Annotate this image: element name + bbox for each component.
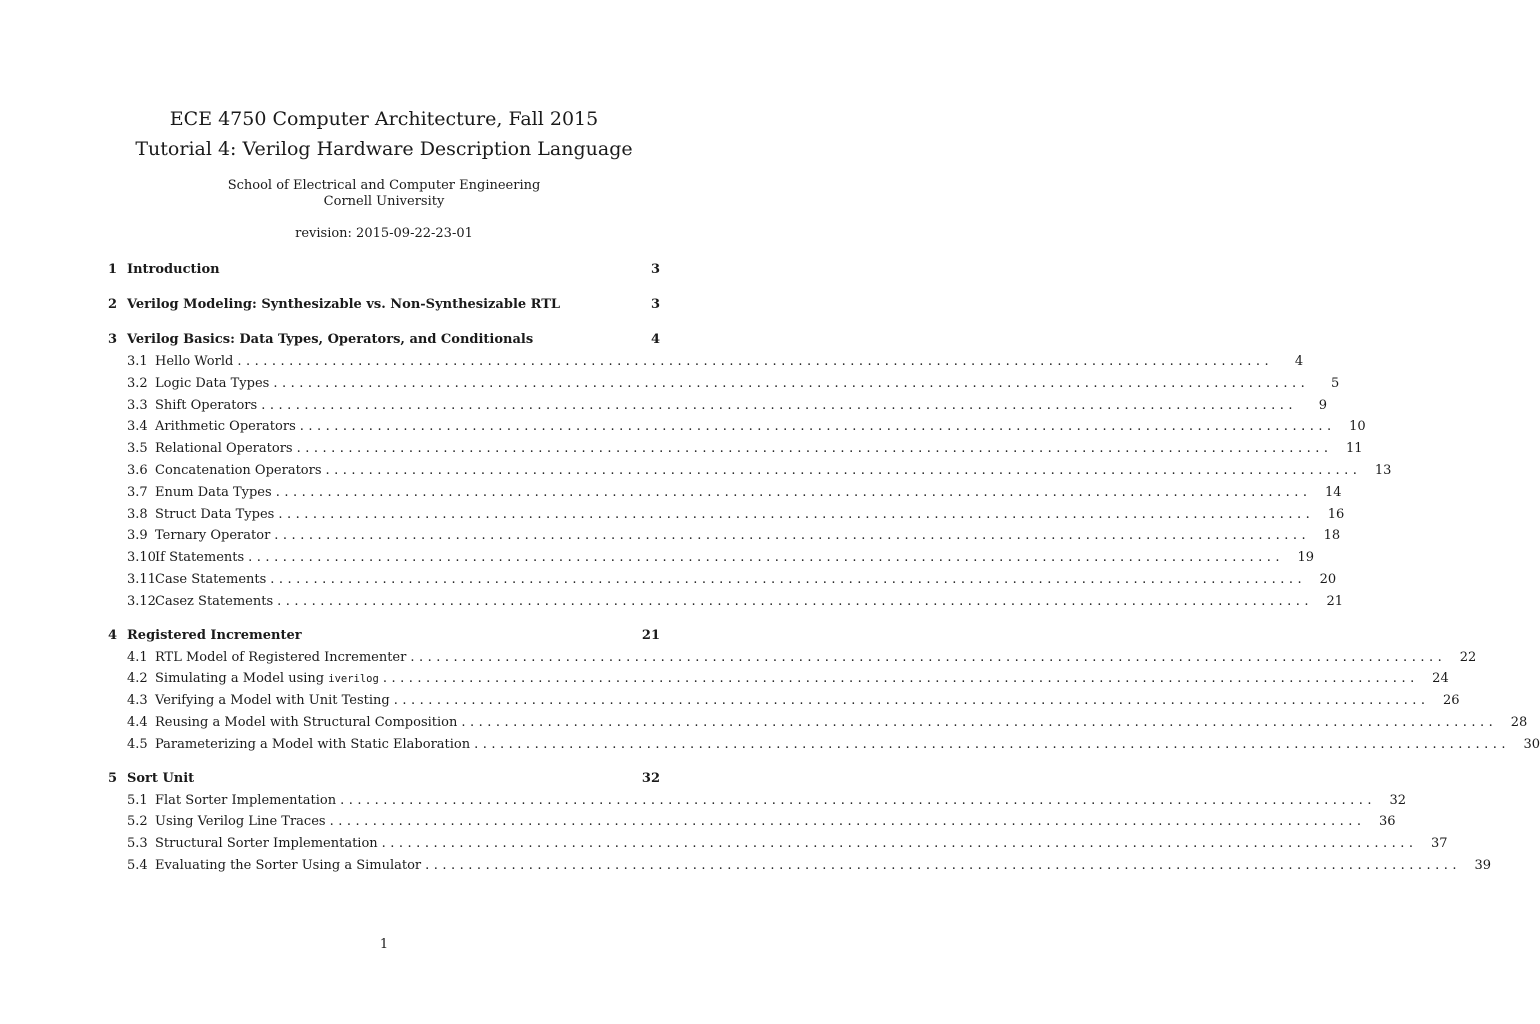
toc-section-2[interactable] bbox=[108, 294, 660, 316]
toc-section-title: Registered Incrementer bbox=[127, 627, 302, 643]
toc-subsection-page: 30 bbox=[1523, 736, 1540, 752]
toc-subsection-page: 13 bbox=[1374, 462, 1392, 478]
toc-leader-dots: ........................................................................................................................ bbox=[261, 397, 1298, 413]
toc-subsection-4-5[interactable] bbox=[127, 734, 1540, 756]
revision-label: revision: 2015-09-22-23-01 bbox=[295, 226, 473, 241]
toc-leader-dots: ........................................................................................................................ bbox=[381, 836, 1418, 852]
toc-leader-dots: ........................................................................................................................ bbox=[393, 693, 1430, 709]
toc-section-4[interactable] bbox=[108, 625, 660, 647]
toc-subsection-page: 19 bbox=[1297, 550, 1315, 566]
toc-subsection-3-8[interactable] bbox=[127, 504, 1345, 526]
toc-subsection-number: 3.1 bbox=[127, 354, 148, 369]
toc-subsection-number: 3.5 bbox=[127, 441, 148, 457]
toc-subsection-page: 32 bbox=[1389, 792, 1406, 808]
toc-subsection-number: 3.9 bbox=[127, 528, 148, 544]
toc-subsection-number: 3.4 bbox=[127, 419, 148, 435]
toc-section-title: Introduction bbox=[127, 262, 220, 277]
toc-subsection-number: 3.8 bbox=[127, 506, 148, 522]
toc-subsection-title: RTL Model of Registered Incrementer bbox=[155, 649, 407, 665]
toc-subsection-title: Concatenation Operators bbox=[155, 462, 322, 478]
toc-subsection-title: Relational Operators bbox=[155, 441, 293, 457]
toc-section-title: Sort Unit bbox=[127, 770, 195, 786]
document-title: ECE 4750 Computer Architecture, Fall 2015 bbox=[169, 108, 599, 130]
toc-section-page: 4 bbox=[650, 332, 660, 347]
toc-subsection-title: Casez Statements bbox=[155, 593, 274, 609]
toc-subsection-3-12[interactable] bbox=[127, 591, 1344, 613]
toc-subsection-3-4[interactable] bbox=[127, 416, 1366, 438]
toc-subsection-3-2[interactable] bbox=[127, 373, 1340, 395]
toc-subsection-3-1[interactable] bbox=[127, 351, 1304, 373]
toc-subsection-5-2[interactable] bbox=[127, 811, 1396, 833]
toc-section-number: 4 bbox=[108, 627, 118, 643]
toc-subsection-3-7[interactable] bbox=[127, 482, 1342, 504]
toc-section-page: 32 bbox=[641, 770, 660, 786]
document-subtitle: Tutorial 4: Verilog Hardware Description Language bbox=[135, 138, 633, 160]
toc-subsection-page: 4 bbox=[1294, 354, 1304, 369]
toc-section-title: Verilog Modeling: Synthesizable vs. Non-Synthesizable RTL bbox=[127, 297, 561, 312]
toc-subsection-title: Logic Data Types bbox=[155, 375, 270, 391]
toc-section-number: 5 bbox=[108, 770, 118, 786]
toc-subsection-page: 28 bbox=[1510, 714, 1528, 730]
toc-subsection-title: Enum Data Types bbox=[155, 484, 272, 500]
toc-leader-dots: ........................................................................................................................ bbox=[248, 550, 1285, 566]
code-term: iverilog bbox=[328, 673, 379, 686]
toc-section-page: 3 bbox=[650, 262, 660, 277]
toc-leader-dots: ........................................................................................................................ bbox=[329, 814, 1366, 830]
toc-subsection-number: 4.1 bbox=[127, 649, 148, 665]
toc-subsection-title: Struct Data Types bbox=[155, 506, 275, 522]
affiliation-university: Cornell University bbox=[323, 194, 445, 209]
toc-subsection-title: Hello World bbox=[155, 354, 234, 369]
toc-subsection-number: 3.12 bbox=[127, 593, 156, 609]
toc-subsection-number: 4.3 bbox=[127, 693, 148, 709]
toc-subsection-3-9[interactable] bbox=[127, 525, 1341, 547]
toc-leader-dots: ........................................................................................................................ bbox=[296, 441, 1333, 457]
toc-subsection-4-4[interactable] bbox=[127, 712, 1528, 734]
toc-leader-dots: ........................................................................................................................ bbox=[461, 714, 1498, 730]
toc-leader-dots: ........................................................................................................................ bbox=[270, 571, 1307, 587]
toc-subsection-5-1[interactable] bbox=[127, 790, 1406, 812]
toc-section-3[interactable] bbox=[108, 329, 660, 351]
toc-subsection-title: Parameterizing a Model with Static Elaboration bbox=[155, 736, 471, 752]
toc-subsection-title: Reusing a Model with Structural Composition bbox=[155, 714, 458, 730]
toc-leader-dots: ........................................................................................................................ bbox=[237, 354, 1274, 369]
toc-subsection-number: 3.10 bbox=[127, 550, 156, 566]
toc-subsection-number: 3.7 bbox=[127, 484, 148, 500]
toc-section-number: 2 bbox=[108, 297, 118, 312]
toc-subsection-title: Ternary Operator bbox=[155, 528, 271, 544]
toc-leader-dots: ........................................................................................................................ bbox=[410, 649, 1447, 665]
toc-subsection-4-2[interactable] bbox=[127, 668, 1449, 690]
toc-leader-dots: ........................................................................................................................ bbox=[274, 528, 1311, 544]
toc-subsection-number: 5.2 bbox=[127, 814, 148, 830]
toc-subsection-page: 16 bbox=[1327, 506, 1345, 522]
toc-subsection-title: If Statements bbox=[155, 550, 245, 566]
toc-subsection-page: 22 bbox=[1459, 649, 1477, 665]
affiliation bbox=[0, 178, 768, 210]
toc-leader-dots: ........................................................................................................................ bbox=[474, 736, 1511, 752]
toc-section-1[interactable] bbox=[108, 259, 660, 281]
toc-subsection-title: Verifying a Model with Unit Testing bbox=[155, 693, 390, 709]
toc-section-number: 3 bbox=[108, 332, 118, 347]
toc-subsection-3-10[interactable] bbox=[127, 547, 1315, 569]
toc-leader-dots: ........................................................................................................................ bbox=[325, 462, 1362, 478]
toc-subsection-page: 9 bbox=[1318, 397, 1328, 413]
toc-subsection-number: 4.4 bbox=[127, 714, 148, 730]
affiliation-department: School of Electrical and Computer Engineering bbox=[227, 178, 541, 193]
toc-subsection-number: 4.5 bbox=[127, 736, 148, 752]
toc-subsection-page: 24 bbox=[1432, 671, 1449, 687]
toc-leader-dots: ........................................................................................................................ bbox=[275, 484, 1312, 500]
toc-section-page: 21 bbox=[641, 627, 660, 643]
toc-section-number: 1 bbox=[108, 262, 118, 277]
toc-subsection-5-4[interactable] bbox=[127, 855, 1492, 877]
toc-subsection-number: 5.4 bbox=[127, 857, 148, 873]
toc-subsection-page: 39 bbox=[1474, 857, 1492, 873]
toc-subsection-page: 18 bbox=[1323, 528, 1341, 544]
toc-subsection-title: Structural Sorter Implementation bbox=[155, 836, 378, 852]
toc-subsection-page: 10 bbox=[1349, 419, 1366, 435]
toc-leader-dots: ........................................................................................................................ bbox=[273, 375, 1310, 391]
toc-subsection-number: 3.3 bbox=[127, 397, 148, 413]
toc-subsection-title: Simulating a Model using bbox=[155, 671, 325, 687]
toc-subsection-5-3[interactable] bbox=[127, 833, 1448, 855]
toc-subsection-3-3[interactable] bbox=[127, 395, 1328, 417]
toc-subsection-3-11[interactable] bbox=[127, 569, 1337, 591]
title-block bbox=[0, 104, 768, 242]
page-number: 1 bbox=[379, 937, 389, 952]
toc-subsection-page: 21 bbox=[1326, 593, 1344, 609]
toc-subsection-page: 36 bbox=[1378, 814, 1396, 830]
toc-leader-dots: ........................................................................................................................ bbox=[299, 419, 1336, 435]
toc-subsection-page: 37 bbox=[1431, 836, 1448, 852]
toc-subsection-title: Flat Sorter Implementation bbox=[155, 792, 337, 808]
toc-leader-dots: ........................................................................................................................ bbox=[340, 792, 1376, 808]
toc-subsection-page: 26 bbox=[1443, 693, 1460, 709]
toc-subsection-4-3[interactable] bbox=[127, 690, 1460, 712]
toc-section-title: Verilog Basics: Data Types, Operators, and Conditionals bbox=[127, 332, 534, 347]
toc-subsection-3-5[interactable] bbox=[127, 438, 1363, 460]
toc-subsection-4-1[interactable] bbox=[127, 647, 1477, 669]
toc-leader-dots: ........................................................................................................................ bbox=[278, 506, 1315, 522]
toc-subsection-title: Using Verilog Line Traces bbox=[155, 814, 326, 830]
toc-subsection-title: Evaluating the Sorter Using a Simulator bbox=[155, 857, 422, 873]
toc-subsection-page: 11 bbox=[1345, 441, 1363, 457]
toc-subsection-3-6[interactable] bbox=[127, 460, 1392, 482]
toc-subsection-page: 5 bbox=[1330, 375, 1340, 391]
toc-subsection-number: 5.1 bbox=[127, 792, 148, 808]
toc-leader-dots: ........................................................................................................................ bbox=[277, 593, 1314, 609]
toc-section-page: 3 bbox=[650, 297, 660, 312]
toc-subsection-number: 3.11 bbox=[127, 571, 156, 587]
table-of-contents bbox=[108, 259, 1540, 877]
toc-subsection-number: 3.6 bbox=[127, 462, 148, 478]
toc-section-5[interactable] bbox=[108, 768, 660, 790]
toc-subsection-number: 3.2 bbox=[127, 375, 148, 391]
toc-subsection-title: Arithmetic Operators bbox=[155, 419, 296, 435]
toc-subsection-title-with-code bbox=[155, 668, 379, 691]
toc-leader-dots: ........................................................................................................................ bbox=[425, 857, 1462, 873]
toc-subsection-title: Case Statements bbox=[155, 571, 267, 587]
toc-leader-dots: ........................................................................................................................ bbox=[382, 671, 1419, 687]
toc-subsection-page: 14 bbox=[1325, 484, 1342, 500]
toc-subsection-number: 4.2 bbox=[127, 671, 148, 687]
toc-subsection-number: 5.3 bbox=[127, 836, 148, 852]
toc-subsection-title: Shift Operators bbox=[155, 397, 258, 413]
toc-subsection-page: 20 bbox=[1319, 571, 1337, 587]
